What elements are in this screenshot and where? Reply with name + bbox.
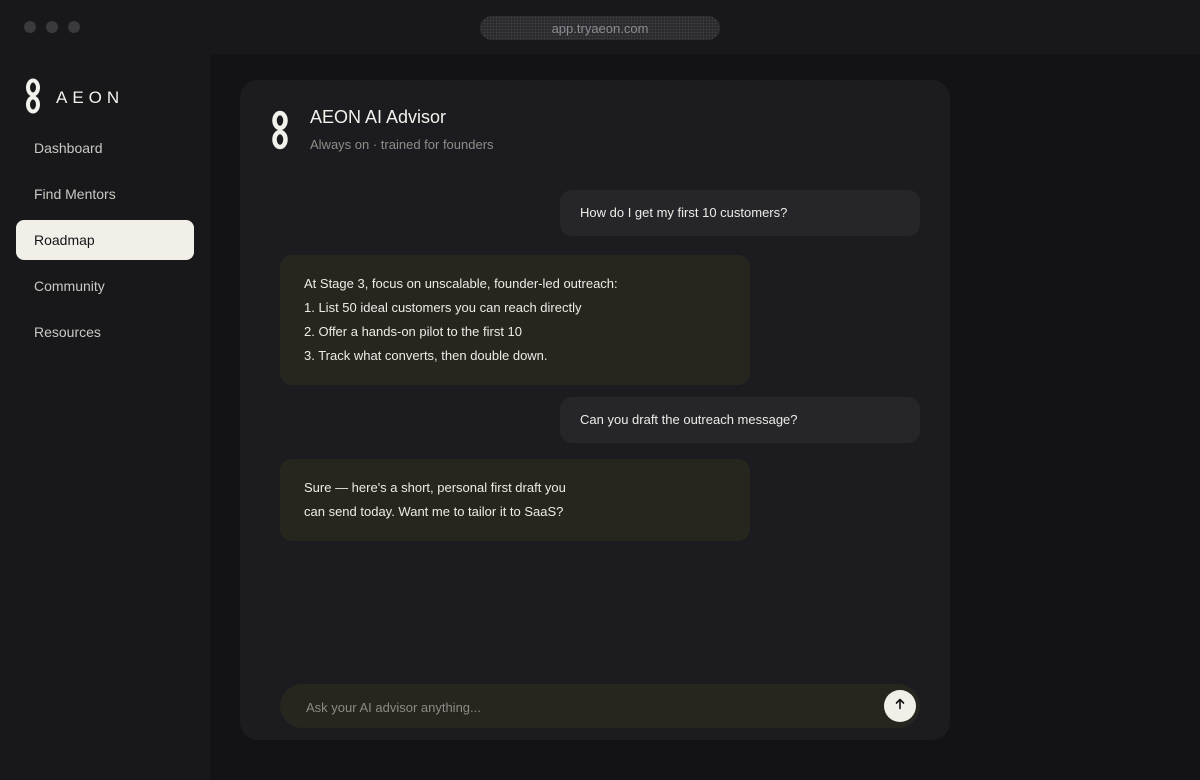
send-button[interactable] — [884, 690, 916, 722]
advisor-title: AEON AI Advisor — [310, 107, 447, 127]
infinity-eight-icon — [270, 110, 290, 155]
sidebar-item-label: Find Mentors — [34, 186, 116, 202]
sidebar-item-roadmap[interactable] — [16, 220, 194, 260]
message-line: Can you draft the outreach message? — [580, 412, 798, 427]
message-input[interactable] — [304, 684, 868, 730]
user-message — [560, 397, 920, 443]
sidebar-item-find-mentors[interactable] — [16, 174, 194, 214]
message-line: 3. Track what converts, then double down. — [304, 348, 548, 363]
window-maximize-dot[interactable] — [68, 21, 80, 33]
message-line: At Stage 3, focus on unscalable, founder-led outreach: — [304, 276, 618, 291]
ai-message — [280, 255, 750, 385]
arrow-up-icon — [894, 697, 906, 715]
browser-top-bar — [0, 0, 1200, 54]
sidebar-nav — [16, 128, 194, 358]
user-message — [560, 190, 920, 236]
window-minimize-dot[interactable] — [46, 21, 58, 33]
brand-name: AEON — [56, 88, 125, 107]
url-text: app.tryaeon.com — [551, 20, 649, 36]
sidebar-item-label: Dashboard — [34, 140, 103, 156]
ai-message — [280, 459, 750, 541]
message-line: can send today. Want me to tailor it to SaaS? — [304, 504, 564, 519]
message-line: 2. Offer a hands-on pilot to the first 10 — [304, 324, 522, 339]
sidebar-item-label: Community — [34, 278, 105, 294]
infinity-eight-icon — [24, 78, 42, 119]
brand-logo[interactable] — [24, 78, 124, 118]
chat-panel — [240, 80, 950, 740]
message-line: Sure — here's a short, personal first draft you — [304, 480, 566, 495]
sidebar-item-community[interactable] — [16, 266, 194, 306]
message-line: 1. List 50 ideal customers you can reach directly — [304, 300, 582, 315]
message-line: How do I get my first 10 customers? — [580, 205, 788, 220]
window-close-dot[interactable] — [24, 21, 36, 33]
sidebar-item-dashboard[interactable] — [16, 128, 194, 168]
sidebar — [0, 54, 210, 780]
url-bar[interactable] — [480, 16, 720, 40]
advisor-subtitle: Always on · trained for founders — [310, 137, 494, 152]
sidebar-item-resources[interactable] — [16, 312, 194, 352]
sidebar-item-label: Resources — [34, 324, 101, 340]
message-composer — [280, 684, 920, 728]
sidebar-item-label: Roadmap — [34, 232, 95, 248]
